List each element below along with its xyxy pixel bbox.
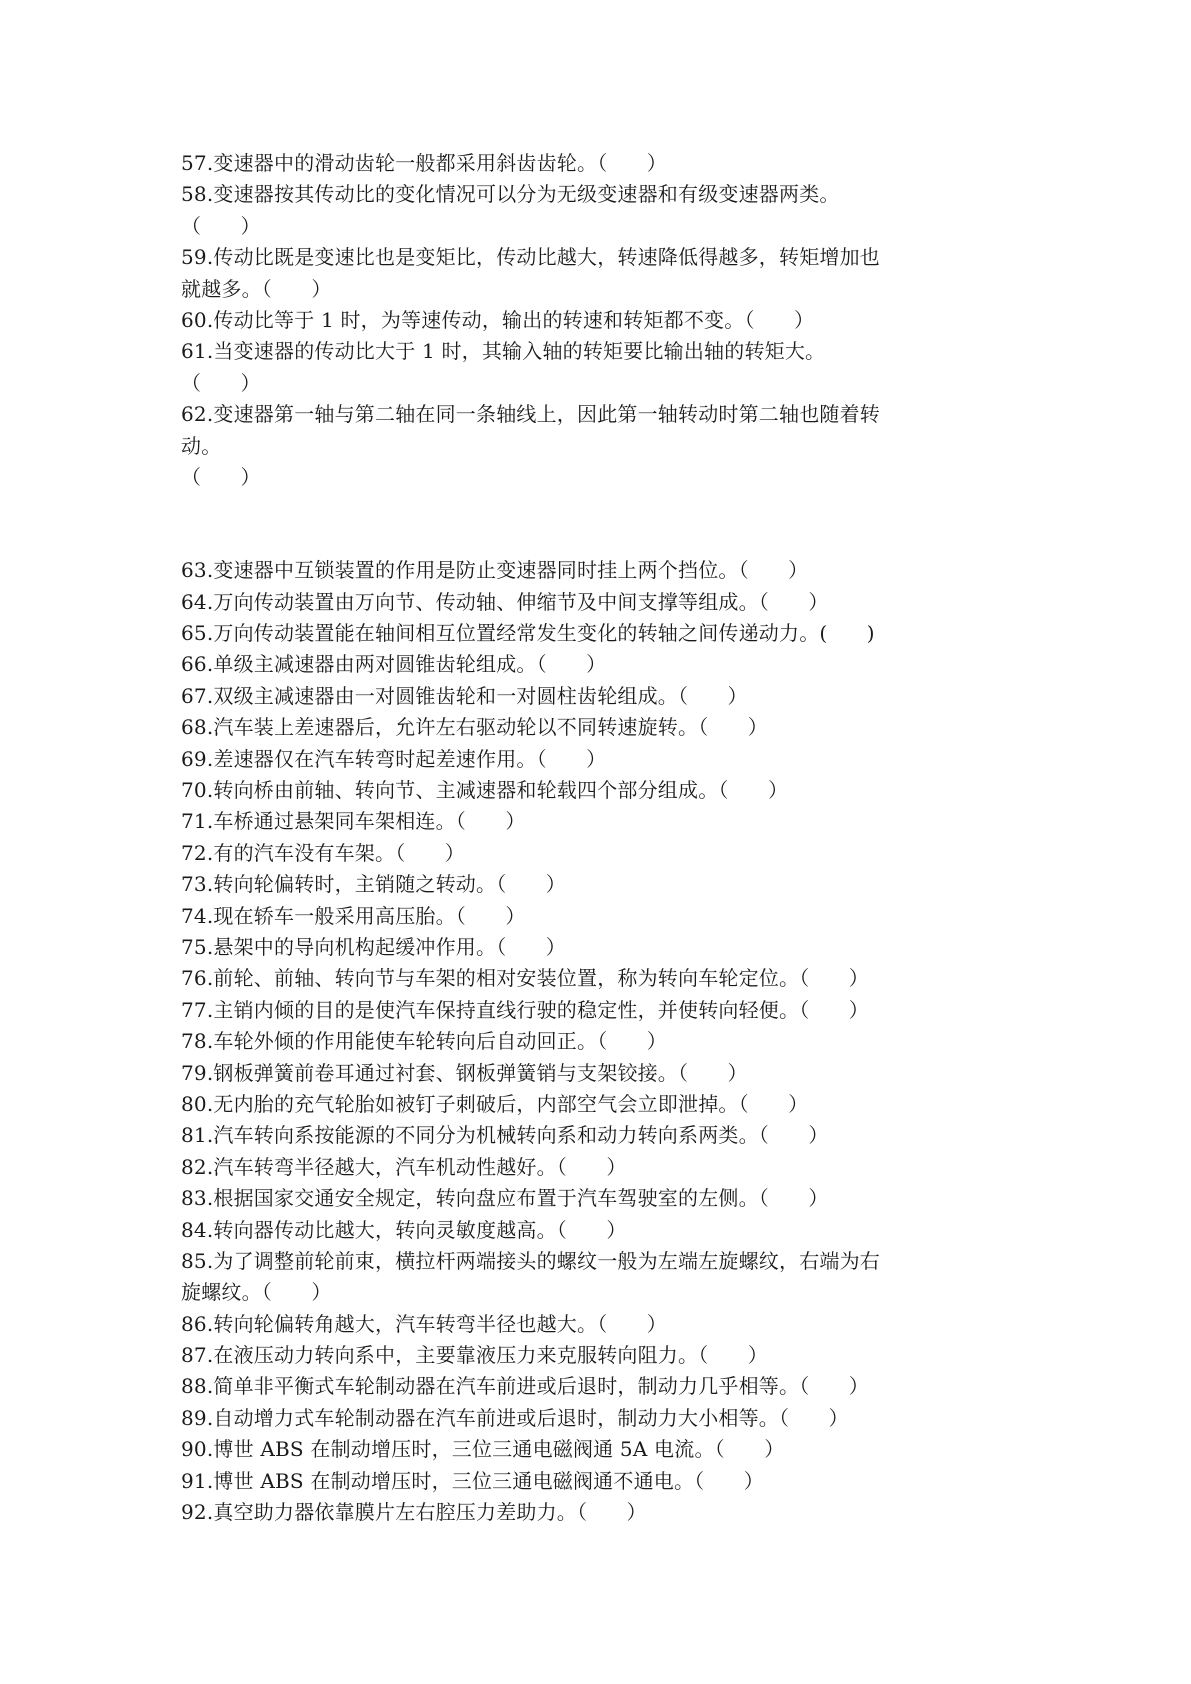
- question-line: 82.汽车转弯半径越大，汽车机动性越好。（ ）: [181, 1154, 627, 1179]
- question-line: 78.车轮外倾的作用能使车轮转向后自动回正。（ ）: [181, 1029, 667, 1054]
- question-line: 旋螺纹。（ ）: [181, 1280, 332, 1305]
- question-block-63-92: [181, 555, 1021, 1528]
- question-line: 58.变速器按其传动比的变化情况可以分为无级变速器和有级变速器两类。: [181, 182, 840, 207]
- question-line: 71.车桥通过悬架同车架相连。（ ）: [181, 809, 526, 834]
- question-line: 就越多。（ ）: [181, 276, 332, 301]
- question-line: 81.汽车转向系按能源的不同分为机械转向系和动力转向系两类。（ ）: [181, 1123, 829, 1148]
- question-line: 80.无内胎的充气轮胎如被钉子刺破后，内部空气会立即泄掉。（ ）: [181, 1091, 809, 1116]
- question-line: 77.主销内倾的目的是使汽车保持直线行驶的稳定性，并使转向轻便。（ ）: [181, 997, 869, 1022]
- question-line: 76.前轮、前轴、转向节与车架的相对安装位置，称为转向车轮定位。（ ）: [181, 966, 869, 991]
- question-line: 90.博世 ABS 在制动增压时，三位三通电磁阀通 5A 电流。（ ）: [181, 1437, 785, 1462]
- question-line: 88.简单非平衡式车轮制动器在汽车前进或后退时，制动力几乎相等。（ ）: [181, 1374, 869, 1399]
- question-line: 79.钢板弹簧前卷耳通过衬套、钢板弹簧销与支架铰接。（ ）: [181, 1060, 748, 1085]
- question-block-57-62: [181, 148, 1021, 493]
- question-line: 70.转向桥由前轴、转向节、主减速器和轮载四个部分组成。（ ）: [181, 778, 789, 803]
- question-line: （ ）: [181, 370, 261, 395]
- question-line: 67.双级主减速器由一对圆锥齿轮和一对圆柱齿轮组成。（ ）: [181, 683, 748, 708]
- question-line: 64.万向传动装置由万向节、传动轴、伸缩节及中间支撑等组成。（ ）: [181, 589, 829, 614]
- question-line: 89.自动增力式车轮制动器在汽车前进或后退时，制动力大小相等。（ ）: [181, 1405, 849, 1430]
- question-line: 63.变速器中互锁装置的作用是防止变速器同时挂上两个挡位。（ ）: [181, 558, 809, 583]
- document-page: [181, 148, 1021, 1528]
- question-line: 69.差速器仅在汽车转弯时起差速作用。（ ）: [181, 746, 607, 771]
- question-line: 92.真空助力器依靠膜片左右腔压力差助力。（ ）: [181, 1500, 647, 1525]
- question-line: 86.转向轮偏转角越大，汽车转弯半径也越大。（ ）: [181, 1311, 667, 1336]
- question-line: 59.传动比既是变速比也是变矩比，传动比越大，转速降低得越多，转矩增加也: [181, 245, 881, 270]
- question-line: 84.转向器传动比越大，转向灵敏度越高。（ ）: [181, 1217, 627, 1242]
- question-line: （ ）: [181, 213, 261, 238]
- question-line: 85.为了调整前轮前束，横拉杆两端接头的螺纹一般为左端左旋螺纹，右端为右: [181, 1248, 881, 1273]
- question-line: 75.悬架中的导向机构起缓冲作用。（ ）: [181, 934, 566, 959]
- question-line: 87.在液压动力转向系中，主要靠液压力来克服转向阻力。（ ）: [181, 1343, 768, 1368]
- question-line: 72.有的汽车没有车架。（ ）: [181, 840, 465, 865]
- question-line: 68.汽车装上差速器后，允许左右驱动轮以不同转速旋转。（ ）: [181, 715, 768, 740]
- question-line: 91.博世 ABS 在制动增压时，三位三通电磁阀通不通电。（ ）: [181, 1468, 764, 1493]
- question-line: （ ）: [181, 464, 261, 489]
- question-line: 74.现在轿车一般采用高压胎。（ ）: [181, 903, 526, 928]
- question-line: 66.单级主减速器由两对圆锥齿轮组成。（ ）: [181, 652, 607, 677]
- question-line: 57.变速器中的滑动齿轮一般都采用斜齿齿轮。（ ）: [181, 151, 667, 175]
- question-line: 83.根据国家交通安全规定，转向盘应布置于汽车驾驶室的左侧。（ ）: [181, 1186, 829, 1211]
- question-line: 62.变速器第一轴与第二轴在同一条轴线上，因此第一轴转动时第二轴也随着转: [181, 402, 881, 427]
- question-line: 动。: [181, 433, 222, 458]
- question-line: 61.当变速器的传动比大于 1 时，其输入轴的转矩要比输出轴的转矩大。: [181, 339, 826, 364]
- question-line: 60.传动比等于 1 时，为等速传动，输出的转速和转矩都不变。（ ）: [181, 307, 815, 332]
- question-line: 73.转向轮偏转时，主销随之转动。（ ）: [181, 872, 566, 897]
- question-line: 65.万向传动装置能在轴间相互位置经常发生变化的转轴之间传递动力。( ): [181, 621, 875, 646]
